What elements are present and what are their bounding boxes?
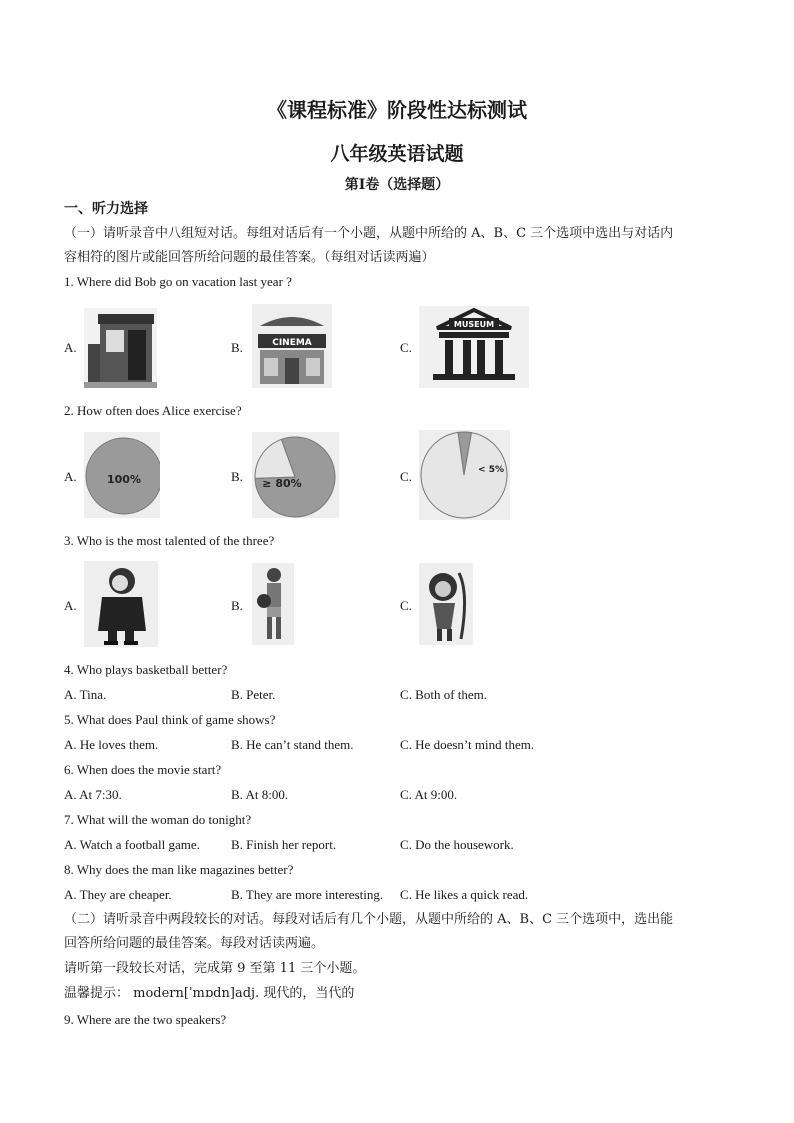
q2-label-a: A. — [64, 469, 77, 484]
section-heading-listening: 一、听力选择 — [64, 201, 148, 217]
question-2: 2. How often does Alice exercise? — [64, 403, 242, 418]
q8-option-b: B. They are more interesting. — [231, 887, 384, 902]
volume-label: 第Ⅰ卷（选择题） — [344, 177, 450, 193]
question-9: 9. Where are the two speakers? — [64, 1012, 227, 1027]
question-7: 7. What will the woman do tonight? — [64, 812, 252, 827]
q5-option-a: A. He loves them. — [64, 737, 159, 752]
q3-image-b-basketball — [252, 563, 294, 645]
pie-b-label: ≥ 80% — [262, 477, 302, 490]
part2-intro-line2: 回答所给问题的最佳答案。每段对话读两遍。 — [64, 936, 325, 951]
q2-pie-b — [252, 432, 339, 518]
q1-cinema-sign: CINEMA — [272, 338, 312, 348]
q3-label-c: C. — [400, 598, 412, 613]
part1-intro-line2: 容相符的图片或能回答所给问题的最佳答案。（每组对话读两遍） — [64, 250, 435, 265]
q8-option-a: A. They are cheaper. — [64, 887, 172, 902]
question-3: 3. Who is the most talented of the three? — [64, 533, 275, 548]
q6-option-b: B. At 8:00. — [231, 787, 289, 802]
exam-title: 《课程标准》阶段性达标测试 — [267, 98, 527, 122]
vocab-tip: 温馨提示： modern[ˈmɒdn]adj. 现代的，当代的 — [64, 986, 355, 1001]
part2-intro-line1: （二）请听录音中两段较长的对话。每段对话后有几个小题，从题中所给的 A、B、C 三个选项中，选出能 — [64, 912, 674, 927]
q1-label-c: C. — [400, 340, 412, 355]
pie-c-label: < 5% — [478, 465, 504, 475]
q4-option-a: A. Tina. — [64, 687, 107, 702]
q4-option-c: C. Both of them. — [400, 687, 488, 702]
pie-c-group — [421, 432, 507, 518]
question-6: 6. When does the movie start? — [64, 762, 222, 777]
q7-option-a: A. Watch a football game. — [64, 837, 200, 852]
question-5: 5. What does Paul think of game shows? — [64, 712, 276, 727]
question-4: 4. Who plays basketball better? — [64, 662, 228, 677]
q5-option-b: B. He can’t stand them. — [231, 737, 354, 752]
q1-image-a-shop — [84, 308, 157, 388]
q6-option-c: C. At 9:00. — [400, 787, 458, 802]
q6-option-a: A. At 7:30. — [64, 787, 122, 802]
part2-instruction: 请听第一段较长对话，完成第 9 至第 11 三个小题。 — [64, 961, 366, 976]
q1-label-b: B. — [231, 340, 243, 355]
q2-pie-a — [84, 432, 160, 518]
q1-museum-sign: MUSEUM — [453, 320, 495, 329]
question-8: 8. Why does the man like magazines better? — [64, 862, 294, 877]
q7-option-c: C. Do the housework. — [400, 837, 514, 852]
q1-image-c-museum — [419, 306, 529, 388]
q3-image-c-cartoon — [419, 563, 473, 645]
part1-intro-line1: （一）请听录音中八组短对话。每组对话后有一个小题，从题中所给的 A、B、C 三个选项中选出与对话内 — [64, 226, 674, 241]
q2-label-b: B. — [231, 469, 243, 484]
q2-label-c: C. — [400, 469, 412, 484]
q3-label-a: A. — [64, 598, 77, 613]
exam-subtitle: 八年级英语试题 — [330, 143, 464, 165]
q1-image-b-cinema — [252, 304, 332, 388]
q3-label-b: B. — [231, 598, 243, 613]
q1-label-a: A. — [64, 340, 77, 355]
q8-option-c: C. He likes a quick read. — [400, 887, 529, 902]
q2-pie-c — [419, 430, 510, 520]
q3-image-a-singer — [84, 561, 158, 647]
q5-option-c: C. He doesn’t mind them. — [400, 737, 535, 752]
q4-option-b: B. Peter. — [231, 687, 276, 702]
pie-a-label: 100% — [107, 473, 141, 486]
question-1: 1. Where did Bob go on vacation last year ? — [64, 274, 292, 289]
q7-option-b: B. Finish her report. — [231, 837, 337, 852]
